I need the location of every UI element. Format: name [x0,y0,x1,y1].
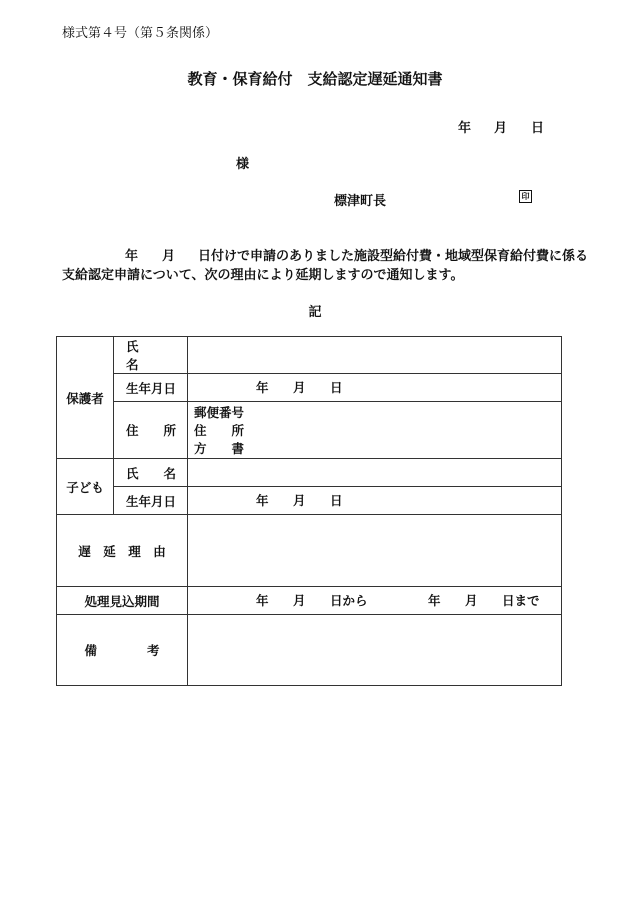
child-dob-day: 日 [330,493,343,508]
body-line2: 支給認定申請について、次の理由により延期しますので通知します。 [62,268,464,283]
delay-reason-field[interactable] [188,515,562,587]
remarks-field[interactable] [188,615,562,686]
guardian-name-field[interactable] [188,337,562,374]
address-line-label: 住 所 [194,423,245,438]
notice-form-table [56,336,562,686]
child-dob-field[interactable] [188,487,562,515]
date-year-label: 年 [458,121,472,136]
form-number: 様式第４号（第５条関係） [62,26,219,41]
guardian-name-label: 氏 名 [114,337,188,374]
child-dob-month: 月 [293,493,306,508]
child-name-field[interactable] [188,459,562,487]
guardian-address-label: 住 所 [114,402,188,459]
body-year-label: 年 [125,249,139,264]
date-day-label: 日 [531,121,545,136]
child-dob-label: 生年月日 [114,487,188,515]
period-start-month: 月 [293,593,306,608]
child-name-label: 氏 名 [114,459,188,487]
body-line1: 日付けで申請のありました施設型給付費・地域型保育給付費に係る [198,249,589,264]
seal-mark: 印 [519,190,532,203]
period-start-year: 年 [256,593,269,608]
postal-code-label: 郵便番号 [194,405,245,420]
document-title: 教育・保育給付 支給認定遅延通知書 [187,70,443,88]
child-dob-year: 年 [256,493,269,508]
guardian-dob-year: 年 [256,380,269,395]
period-end-month: 月 [465,593,478,608]
processing-period-field[interactable] [188,587,562,615]
body-month-label: 月 [162,249,176,264]
guardian-address-field[interactable] [188,402,562,459]
period-end-day: 日まで [502,593,540,608]
sender-title: 標津町長 [334,194,387,209]
recipient-honorific: 様 [236,157,250,172]
period-start-day: 日から [330,593,368,608]
guardian-dob-month: 月 [293,380,306,395]
ki-label: 記 [308,305,322,320]
guardian-dob-field[interactable] [188,374,562,402]
child-label: 子ども [57,459,114,515]
guardian-label: 保護者 [57,337,114,459]
period-end-year: 年 [428,593,441,608]
processing-period-label: 処理見込期間 [57,587,188,615]
address-detail-label: 方 書 [194,441,245,456]
guardian-dob-label: 生年月日 [114,374,188,402]
date-month-label: 月 [494,121,508,136]
delay-reason-label: 遅 延 理 由 [57,515,188,587]
guardian-dob-day: 日 [330,380,343,395]
remarks-label: 備 考 [57,615,188,686]
